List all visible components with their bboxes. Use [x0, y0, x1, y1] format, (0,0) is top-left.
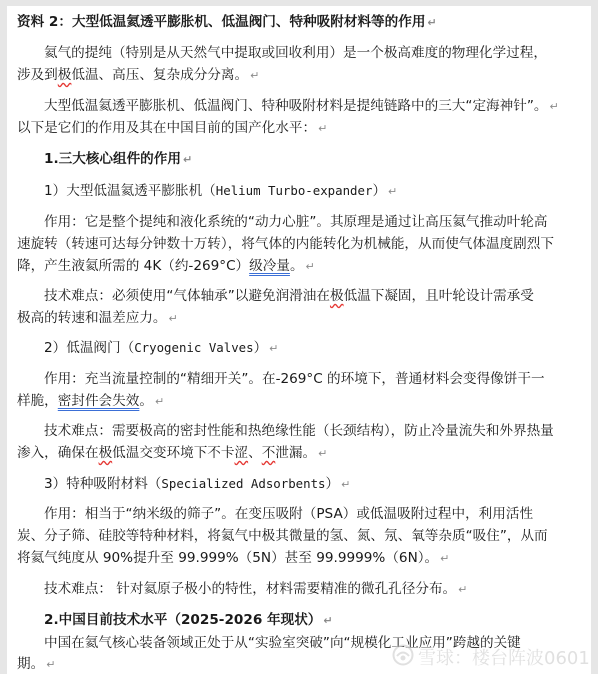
- item-2-difficulty-line-2: 渗入，确保在极低温交变环境下不卡涩、不泄漏。 ↵: [17, 445, 328, 461]
- paragraph-1-line-2: 涉及到极低温、高压、复杂成分分离。 ↵: [17, 67, 260, 83]
- item-3-function-line-3: 将氦气纯度从 90%提升至 99.999%（5N）甚至 99.9999%（6N）。 ↵: [17, 550, 450, 566]
- paragraph-2-line-2: 以下是它们的作用及其在中国目前的国产化水平： ↵: [17, 120, 328, 136]
- item-2-title: 2）低温阀门（Cryogenic Valves） ↵: [44, 340, 279, 356]
- item-3-function-line-1: 作用：相当于“纳米级的筛子”。在变压吸附（PSA）或低温吸附过程中，利用活性: [44, 506, 534, 522]
- window-frame-right: [591, 0, 598, 674]
- spellcheck-underline: 不: [261, 445, 276, 461]
- spellcheck-underline: 极: [98, 445, 113, 461]
- window-frame-left: [0, 0, 7, 674]
- item-1-function-line-1: 作用：它是整个提纯和液化系统的“动力心脏”。其原理是通过让高压氦气推动叶轮高: [44, 214, 548, 230]
- paragraph-1-line-1: 氦气的提纯（特别是从天然气中提取或回收利用）是一个极高难度的物理化学过程，: [44, 45, 547, 61]
- item-3-function-line-2: 炭、分子筛、硅胶等特种材料，将氦气中极其微量的氢、氮、氖、氧等杂质“吸住”，从而: [17, 528, 548, 544]
- watermark-text: 雪球：楼台阵波0601: [418, 648, 590, 669]
- item-3-difficulty-line-1: 技术难点： 针对氦原子极小的特性，材料需要精准的微孔孔径分布。 ↵: [44, 581, 468, 597]
- spellcheck-underline: 极: [57, 67, 72, 83]
- grammar-underline: 密封件会失效: [57, 393, 140, 409]
- item-1-title: 1）大型低温氦透平膨胀机（Helium Turbo-expander） ↵: [44, 183, 398, 199]
- item-2-function-line-1: 作用：充当流量控制的“精细开关”。在-269°C 的环境下，普通材料会变得像饼干一: [44, 371, 545, 387]
- grammar-underline: 级冷量: [249, 258, 290, 274]
- item-3-title: 3）特种吸附材料（Specialized Adsorbents） ↵: [44, 476, 351, 492]
- section-2-title: 2.中国目前技术水平（2025-2026 年现状） ↵: [44, 612, 333, 628]
- paragraph-mark: ↵: [427, 16, 437, 29]
- section-1-title: 1.三大核心组件的作用 ↵: [44, 151, 193, 167]
- document-heading: 资料 2：大型低温氦透平膨胀机、低温阀门、特种吸附材料等的作用 ↵: [17, 14, 437, 30]
- watermark: [392, 644, 590, 670]
- window-frame-top: [0, 0, 598, 6]
- spellcheck-underline: 涩: [234, 445, 249, 461]
- paragraph-2-line-1: 大型低温氦透平膨胀机、低温阀门、特种吸附材料是提纯链路中的三大“定海神针”。 ↵: [44, 98, 559, 114]
- item-1-difficulty-line-2: 极高的转速和温差应力。 ↵: [17, 310, 178, 326]
- item-1-difficulty-line-1: 技术难点：必须使用“气体轴承”以避免润滑油在极低温下凝固，且叶轮设计需承受: [44, 288, 534, 304]
- snowball-logo-icon: [392, 644, 414, 670]
- paragraph-3-line-2: 期。 ↵: [17, 656, 56, 672]
- item-1-function-line-3: 降，产生液氦所需的 4K（约-269°C）级冷量。 ↵: [17, 258, 315, 274]
- paragraph-3-line-1: 中国在氦气核心装备领域正处于从“实验室突破”向“规模化工业应用”跨越的关键: [44, 635, 521, 651]
- item-2-function-line-2: 样脆，密封件会失效。 ↵: [17, 393, 165, 409]
- spellcheck-underline: 极: [329, 288, 344, 304]
- item-2-difficulty-line-1: 技术难点：需要极高的密封性能和热绝缘性能（长颈结构），防止冷量流失和外界热量: [44, 423, 554, 439]
- item-1-function-line-2: 速旋转（转速可达每分钟数十万转），将气体的内能转化为机械能，从而使气体温度剧烈下: [17, 236, 554, 252]
